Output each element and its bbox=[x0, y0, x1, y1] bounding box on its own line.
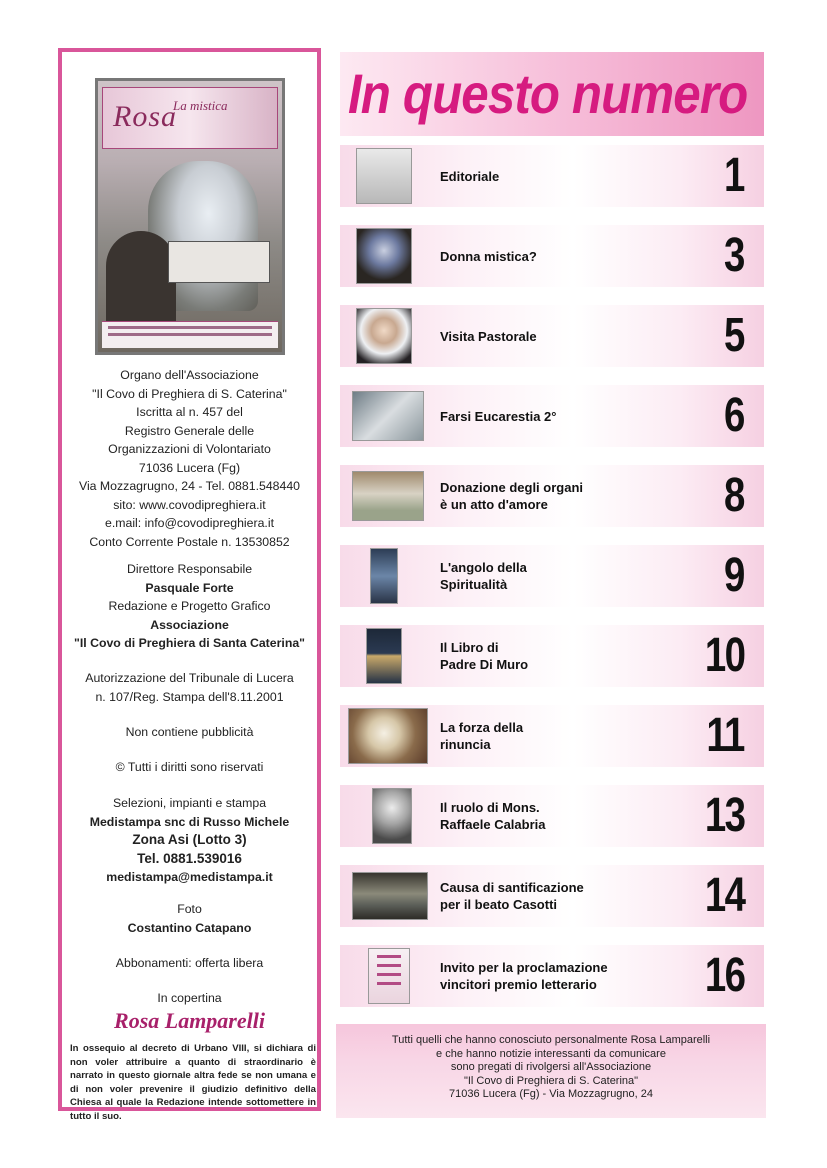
toc-title: Visita Pastorale bbox=[440, 328, 537, 344]
thumbnail-image bbox=[368, 948, 410, 1004]
cover-person-image bbox=[106, 231, 176, 331]
direttore-label: Direttore Responsabile bbox=[126, 562, 253, 576]
toc-row[interactable] bbox=[340, 545, 764, 607]
toc-title: Causa di santificazione per il beato Casotti bbox=[440, 880, 584, 912]
toc-page-number: 6 bbox=[724, 389, 744, 442]
thumbnail-image bbox=[352, 391, 424, 441]
notice-line: e che hanno notizie interessanti da comunicare bbox=[436, 1047, 666, 1060]
notice-line: "Il Covo di Preghiera di S. Caterina" bbox=[463, 1074, 639, 1087]
toc-row[interactable] bbox=[340, 145, 764, 207]
email-link[interactable]: e.mail: info@covodipreghiera.it bbox=[104, 516, 274, 530]
info-line: Iscritta al n. 457 del bbox=[136, 405, 243, 419]
toc-page-number: 11 bbox=[706, 709, 744, 762]
toc-title: Donazione degli organi è un atto d'amore bbox=[440, 480, 584, 512]
info-line: 71036 Lucera (Fg) bbox=[138, 460, 241, 475]
toc-row[interactable] bbox=[340, 305, 764, 367]
toc-row[interactable] bbox=[340, 625, 764, 687]
thumbnail-image bbox=[370, 548, 398, 604]
toc-page-number: 16 bbox=[704, 949, 744, 1002]
thumbnail-image bbox=[352, 872, 428, 920]
thumbnail-image bbox=[366, 628, 402, 684]
notice-line: sono pregati di rivolgersi all'Associazione bbox=[450, 1061, 652, 1074]
abbonamenti-note: Abbonamenti: offerta libera bbox=[115, 956, 264, 970]
toc-title: Il ruolo di Mons. Raffaele Calabria bbox=[440, 800, 546, 832]
info-line: "Il Covo di Preghiera di S. Caterina" bbox=[92, 386, 287, 401]
stampa-name: Medistampa snc di Russo Michele bbox=[89, 814, 290, 829]
cover-header bbox=[102, 87, 278, 149]
disclaimer: In ossequio al decreto di Urbano VIII, si dichiara di non voler attribuire a quanto di straordinario è narrato in questo giornale altra fede se non umana e di non voler prevenire il giudizio definitivo della Chiesa al quale la Redazione intende sottomettere in tutto il suo. bbox=[70, 1043, 316, 1122]
thumbnail-image bbox=[356, 228, 412, 284]
copyright-note: © Tutti i diritti sono riservati bbox=[115, 760, 264, 774]
page-title: In questo numero bbox=[348, 62, 748, 125]
toc-title: Donna mistica? bbox=[440, 248, 537, 264]
thumbnail-image bbox=[352, 471, 424, 521]
printing-credits bbox=[62, 794, 317, 887]
toc-title: Farsi Eucarestia 2° bbox=[440, 408, 557, 424]
toc-row[interactable] bbox=[340, 945, 764, 1007]
thumbnail-image bbox=[348, 708, 428, 764]
notice-line: Tutti quelli che hanno conosciuto personalmente Rosa Lamparelli bbox=[391, 1034, 711, 1046]
editorial-credits bbox=[62, 560, 317, 653]
thumbnail-image bbox=[356, 308, 412, 364]
toc-title: L'angolo della Spiritualità bbox=[440, 560, 527, 592]
stampa-label: Selezioni, impianti e stampa bbox=[112, 796, 267, 810]
autorizzazione-line: Autorizzazione del Tribunale di Lucera bbox=[85, 671, 294, 685]
toc-page-number: 3 bbox=[724, 229, 744, 282]
toc-row[interactable] bbox=[340, 225, 764, 287]
stampa-email[interactable]: medistampa@medistampa.it bbox=[106, 870, 273, 884]
toc-row[interactable] bbox=[340, 385, 764, 447]
stampa-zona: Zona Asi (Lotto 3) bbox=[132, 832, 247, 847]
associazione-label: Associazione bbox=[150, 617, 229, 632]
associazione-name: "Il Covo di Preghiera di Santa Caterina" bbox=[73, 636, 305, 650]
cover-thumbnail bbox=[95, 78, 285, 355]
copertina-name: Rosa Lamparelli bbox=[114, 1008, 265, 1033]
foto-name: Costantino Catapano bbox=[127, 920, 252, 935]
notice-line: 71036 Lucera (Fg) - Via Mozzagrugno, 24 bbox=[448, 1088, 654, 1101]
toc-page-number: 10 bbox=[704, 629, 744, 682]
cover-plaque bbox=[168, 241, 270, 283]
toc-page-number: 13 bbox=[704, 789, 744, 842]
info-line: Registro Generale delle bbox=[124, 423, 255, 438]
toc-title: Il Libro di Padre Di Muro bbox=[440, 640, 529, 672]
toc-page-number: 9 bbox=[724, 549, 744, 602]
cover-subtitle: La mistica bbox=[173, 98, 228, 113]
autorizzazione bbox=[62, 669, 317, 706]
toc-title: Invito per la proclamazione vincitori premio letterario bbox=[440, 960, 608, 992]
info-line: Organizzazioni di Volontariato bbox=[108, 442, 271, 456]
direttore-name: Pasquale Forte bbox=[145, 580, 234, 595]
info-line: Via Mozzagrugno, 24 - Tel. 0881.548440 bbox=[78, 479, 301, 493]
toc-row[interactable] bbox=[340, 705, 764, 767]
pubblicita-note: Non contiene pubblicità bbox=[125, 725, 254, 739]
thumbnail-image bbox=[356, 148, 412, 204]
autorizzazione-line: n. 107/Reg. Stampa dell'8.11.2001 bbox=[95, 689, 284, 704]
toc-title: Editoriale bbox=[440, 168, 500, 184]
website-link[interactable]: sito: www.covodipreghiera.it bbox=[113, 497, 266, 512]
toc-title: La forza della rinuncia bbox=[440, 720, 524, 752]
info-line: Conto Corrente Postale n. 13530852 bbox=[89, 534, 290, 549]
toc-page-number: 8 bbox=[724, 469, 744, 522]
organization-info bbox=[62, 366, 317, 551]
cover-footer bbox=[102, 321, 278, 348]
redazione-label: Redazione e Progetto Grafico bbox=[108, 599, 271, 613]
stampa-tel: Tel. 0881.539016 bbox=[137, 850, 242, 866]
toc-row[interactable] bbox=[340, 465, 764, 527]
notice-text bbox=[336, 1034, 766, 1102]
info-line: Organo dell'Associazione bbox=[120, 368, 259, 382]
thumbnail-image bbox=[372, 788, 412, 844]
toc-row[interactable] bbox=[340, 865, 764, 927]
toc-page-number: 14 bbox=[704, 869, 744, 922]
copertina-label: In copertina bbox=[157, 991, 222, 1005]
cover-title: Rosa bbox=[113, 100, 177, 133]
toc-page-number: 5 bbox=[724, 309, 744, 362]
foto-label: Foto bbox=[177, 902, 202, 916]
photo-credits bbox=[62, 900, 317, 937]
toc-row[interactable] bbox=[340, 785, 764, 847]
toc-page-number: 1 bbox=[724, 149, 744, 202]
